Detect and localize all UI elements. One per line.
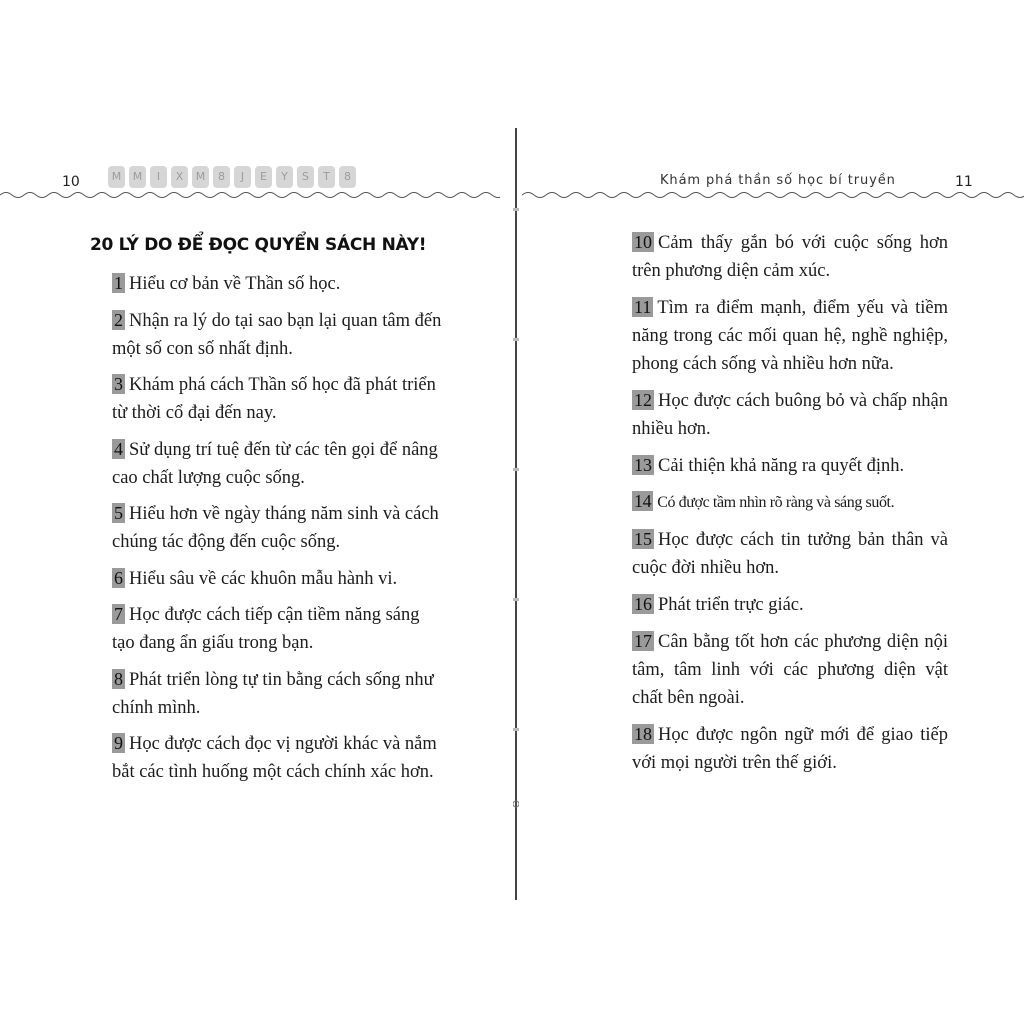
item-text: Hiểu cơ bản về Thần số học. bbox=[129, 274, 341, 294]
reasons-list-right bbox=[632, 229, 948, 786]
list-item bbox=[632, 526, 948, 582]
book-spine bbox=[513, 128, 519, 900]
left-page-number: 10 bbox=[62, 174, 80, 190]
decor-glyph-icon: X bbox=[171, 166, 188, 188]
decor-glyph-icon: Y bbox=[276, 166, 293, 188]
item-number-badge: 3 bbox=[114, 374, 123, 394]
item-text: Hiểu hơn về ngày tháng năm sinh và cách chúng tác động đến cuộc sống. bbox=[112, 504, 439, 552]
right-header-wave-rule bbox=[522, 188, 1024, 202]
right-page-number: 11 bbox=[955, 174, 973, 190]
decor-glyph-icon: M bbox=[192, 166, 209, 188]
decorative-glyph-row bbox=[108, 166, 356, 188]
list-item bbox=[112, 307, 442, 363]
decor-glyph-icon: S bbox=[297, 166, 314, 188]
item-text: Khám phá cách Thần số học đã phát triển từ thời cổ đại đến nay. bbox=[112, 375, 436, 423]
item-text: Phát triển trực giác. bbox=[658, 595, 804, 615]
decor-glyph-icon: 8 bbox=[213, 166, 230, 188]
item-text: Học được ngôn ngữ mới để giao tiếp với mọi người trên thế giới. bbox=[632, 725, 948, 773]
decor-glyph-icon: T bbox=[318, 166, 335, 188]
item-number-badge: 6 bbox=[114, 567, 123, 588]
decor-glyph-icon: M bbox=[108, 166, 125, 188]
item-number-badge: 18 bbox=[634, 724, 652, 744]
item-text: Học được cách buông bỏ và chấp nhận nhiều hơn. bbox=[632, 391, 948, 439]
list-item bbox=[112, 666, 442, 722]
item-text: Cải thiện khả năng ra quyết định. bbox=[658, 456, 905, 476]
list-item bbox=[112, 436, 442, 492]
decor-glyph-icon: J bbox=[234, 166, 251, 188]
item-number-badge: 13 bbox=[634, 455, 652, 475]
section-heading: 20 LÝ DO ĐỂ ĐỌC QUYỂN SÁCH NÀY! bbox=[90, 235, 427, 255]
item-number-badge: 11 bbox=[634, 297, 652, 317]
list-item bbox=[112, 565, 442, 593]
item-text: Cân bằng tốt hơn các phương diện nội tâm, tâm linh với các phương diện vật chất bên ngoài. bbox=[632, 632, 948, 708]
item-text: Tìm ra điểm mạnh, điểm yếu và tiềm năng trong các mối quan hệ, nghề nghiệp, phong cách sống và nhiều hơn nữa. bbox=[632, 298, 948, 374]
item-text: Sử dụng trí tuệ đến từ các tên gọi để nâng cao chất lượng cuộc sống. bbox=[112, 439, 438, 488]
item-text: Cảm thấy gắn bó với cuộc sống hơn trên phương diện cảm xúc. bbox=[632, 233, 948, 281]
item-number-badge: 15 bbox=[634, 529, 652, 549]
list-item bbox=[632, 452, 948, 480]
list-item bbox=[632, 628, 948, 712]
item-text: Hiểu sâu về các khuôn mẫu hành vi. bbox=[129, 568, 398, 589]
list-item bbox=[632, 489, 948, 517]
item-number-badge: 1 bbox=[114, 273, 123, 293]
item-number-badge: 7 bbox=[114, 604, 123, 624]
decor-glyph-icon: M bbox=[129, 166, 146, 188]
reasons-list-left bbox=[112, 270, 442, 795]
decor-glyph-icon: E bbox=[255, 166, 272, 188]
item-number-badge: 10 bbox=[634, 232, 652, 252]
item-number-badge: 14 bbox=[634, 491, 652, 511]
item-text: Học được cách tiếp cận tiềm năng sáng tạo đang ẩn giấu trong bạn. bbox=[112, 605, 420, 653]
list-item bbox=[632, 229, 948, 285]
item-number-badge: 16 bbox=[634, 594, 652, 614]
item-number-badge: 9 bbox=[114, 733, 123, 753]
item-number-badge: 12 bbox=[634, 390, 652, 410]
item-number-badge: 17 bbox=[634, 631, 652, 651]
item-text: Có được tầm nhìn rõ ràng và sáng suốt. bbox=[657, 494, 895, 511]
item-text: Học được cách tin tưởng bản thân và cuộc đời nhiều hơn. bbox=[632, 530, 948, 578]
list-item bbox=[632, 294, 948, 378]
item-number-badge: 5 bbox=[114, 503, 123, 523]
item-number-badge: 4 bbox=[114, 438, 123, 459]
item-number-badge: 8 bbox=[114, 668, 123, 689]
item-text: Phát triển lòng tự tin bằng cách sống như chính mình. bbox=[112, 669, 434, 718]
list-item bbox=[112, 371, 442, 427]
list-item bbox=[112, 601, 442, 657]
list-item bbox=[632, 387, 948, 443]
item-text: Nhận ra lý do tại sao bạn lại quan tâm đến một số con số nhất định. bbox=[112, 310, 442, 359]
item-text: Học được cách đọc vị người khác và nắm bắt các tình huống một cách chính xác hơn. bbox=[112, 734, 437, 782]
list-item bbox=[632, 721, 948, 777]
left-header-wave-rule bbox=[0, 188, 500, 202]
list-item bbox=[112, 500, 442, 556]
decor-glyph-icon: 8 bbox=[339, 166, 356, 188]
item-number-badge: 2 bbox=[114, 309, 123, 330]
running-header: Khám phá thần số học bí truyền bbox=[660, 173, 896, 188]
decor-glyph-icon: I bbox=[150, 166, 167, 188]
list-item bbox=[632, 591, 948, 619]
list-item bbox=[112, 270, 442, 298]
list-item bbox=[112, 730, 442, 786]
